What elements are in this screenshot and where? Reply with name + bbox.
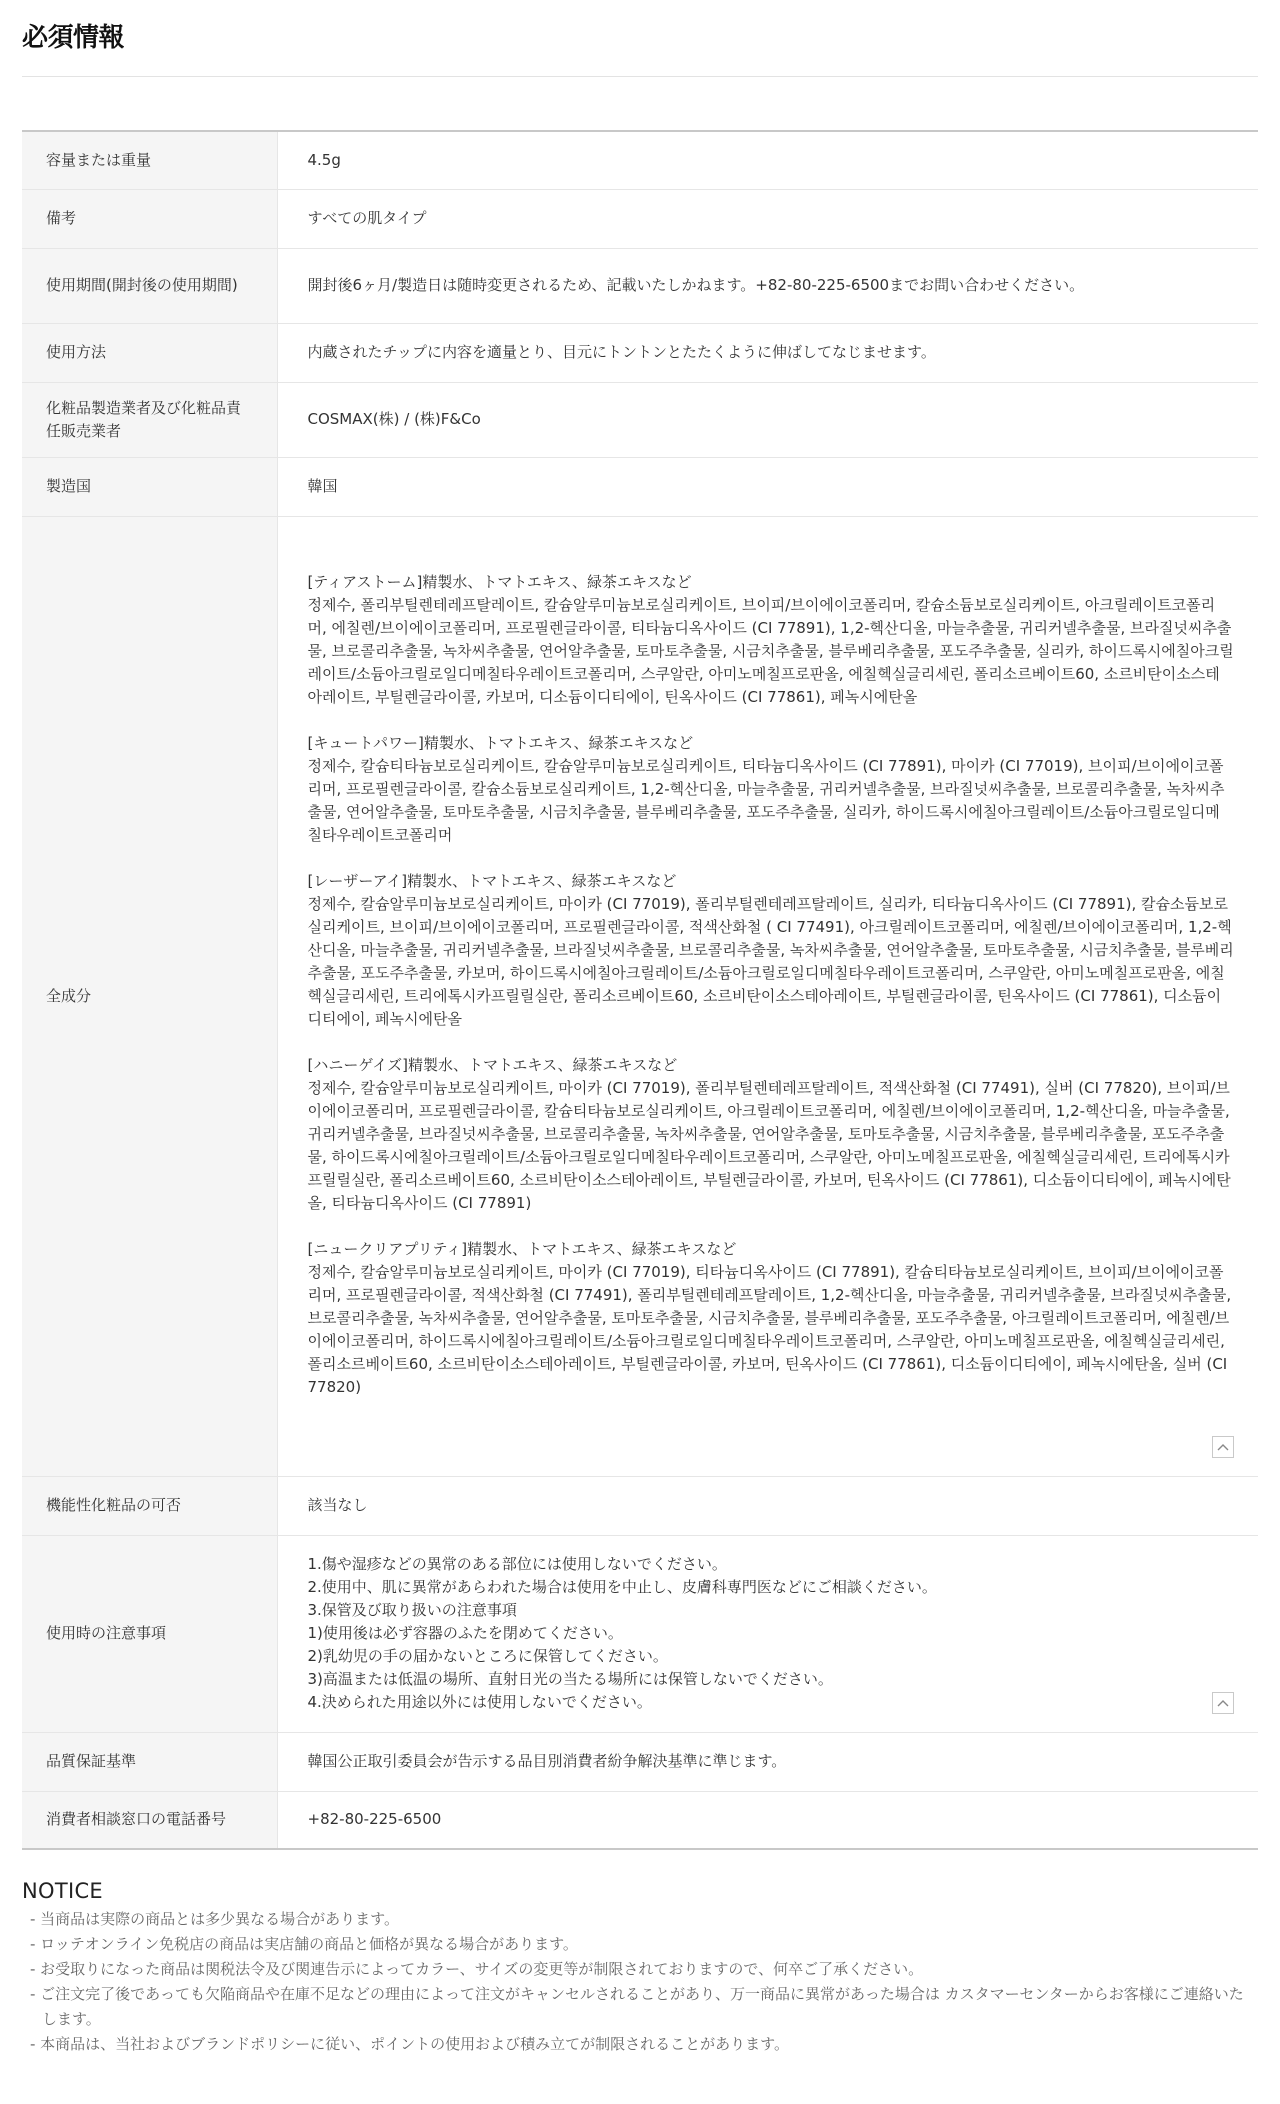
ingredient-list: 정제수, 칼슘알루미늄보로실리케이트, 마이카 (CI 77019), 티타늄디옥사이드 (CI 77891), 칼슘티타늄보로실리케이트, 브이피/브이에이코폴리머, 프로필렌글라이콜, 적색산화철 (CI 77491), 폴리부틸렌테레프탈레이트, 1,2-헥산디올, 마늘추출물, 귀리커넬추출물, 브라질넛씨추출물, 브로콜리추출물, 녹차씨추출물, 연어알추출물, 토마토추출물, 시금치추출물, 블루베리추출물, 포도주추출물, 아크릴레이트코폴리머, 에칠렌/브이에이코폴리머, 하이드록시에칠아크릴레이트/소듐아크릴로일디메칠타우레이트코폴리머, 스쿠알란, 아미노메칠프로판올, 에칠헥실글리세린, 폴리소르베이트60, 소르비탄이소스테아레이트, 부틸렌글라이콜, 카보머, 틴옥사이드 (CI 77861), 디소듐이디티에이, 페녹시에탄올, 실버 (CI 77820)	[307, 1262, 1232, 1396]
caution-cell	[277, 1535, 1258, 1732]
info-value: 該当なし	[277, 1476, 1258, 1535]
notice-title: NOTICE	[22, 1879, 103, 1903]
info-label: 機能性化粧品の可否	[22, 1476, 277, 1535]
info-value: すべての肌タイプ	[277, 189, 1258, 248]
section-header	[22, 0, 1258, 77]
notice-item: - ご注文完了後であっても欠陥商品や在庫不足などの理由によって注文がキャンセルされることがあり、万一商品に異常があった場合は カスタマーセンターからお客様にご連絡いたします。	[30, 1985, 1244, 2028]
info-row-note	[22, 189, 1258, 248]
info-value: 内蔵されたチップに内容を適量とり、目元にトントンとたたくように伸ばしてなじませます。	[277, 323, 1258, 382]
info-value: 4.5g	[277, 131, 1258, 189]
notice-item: - ロッテオンライン免税店の商品は実店舗の商品と価格が異なる場合があります。	[30, 1935, 578, 1953]
info-value: 開封後6ヶ月/製造日は随時変更されるため、記載いたしかねます。+82-80-225-6500までお問い合わせください。	[277, 248, 1258, 323]
ingredient-block	[308, 571, 1235, 709]
info-label: 使用期間(開封後の使用期間)	[22, 248, 277, 323]
info-value: COSMAX(株) / (株)F&Co	[277, 382, 1258, 457]
info-row-country	[22, 457, 1258, 516]
info-label: 消費者相談窓口の電話番号	[22, 1791, 277, 1849]
info-label: 備考	[22, 189, 277, 248]
ingredient-list: 정제수, 칼슘티타늄보로실리케이트, 칼슘알루미늄보로실리케이트, 티타늄디옥사이드 (CI 77891), 마이카 (CI 77019), 브이피/브이에이코폴리머, 프로필렌글라이콜, 칼슘소듐보로실리케이트, 1,2-헥산디올, 마늘추출물, 귀리커넬추출물, 브라질넛씨추출물, 브로콜리추출물, 녹차씨추출물, 연어알추출물, 토마토추출물, 시금치추출물, 블루베리추출물, 포도주추출물, 실리카, 하이드록시에칠아크릴레이트/소듐아크릴로일디메칠타우레이트코폴리머	[307, 756, 1225, 844]
info-value: 韓国公正取引委員会が告示する品目別消費者紛争解決基準に準じます。	[277, 1732, 1258, 1791]
info-label: 品質保証基準	[22, 1732, 277, 1791]
chevron-up-icon	[1217, 1699, 1229, 1707]
info-row-functional	[22, 1476, 1258, 1535]
ingredient-shade-title: [キュートパワー]精製水、トマトエキス、緑茶エキスなど	[307, 733, 694, 752]
notice-item: - 当商品は実際の商品とは多少異なる場合があります。	[30, 1910, 399, 1928]
ingredient-shade-title: [ハニーゲイズ]精製水、トマトエキス、緑茶エキスなど	[307, 1055, 678, 1074]
collapse-ingredients-button[interactable]	[1212, 1436, 1234, 1458]
caution-line: 2)乳幼児の手の届かないところに保管してください。	[307, 1647, 668, 1665]
ingredient-list: 정제수, 칼슘알루미늄보로실리케이트, 마이카 (CI 77019), 폴리부틸렌테레프탈레이트, 적색산화철 (CI 77491), 실버 (CI 77820), 브이피/브이에이코폴리머, 프로필렌글라이콜, 칼슘티타늄보로실리케이트, 아크릴레이트코폴리머, 에칠렌/브이에이코폴리머, 1,2-헥산디올, 마늘추출물, 귀리커넬추출물, 브라질넛씨추출물, 브로콜리추출물, 녹차씨추출물, 연어알추출물, 토마토추출물, 시금치추출물, 블루베리추출물, 포도주추출물, 하이드록시에칠아크릴레이트/소듐아크릴로일디메칠타우레이트코폴리머, 스쿠알란, 아미노메칠프로판올, 에칠헥실글리세린, 트리에톡시카프릴릴실란, 폴리소르베이트60, 소르비탄이소스테아레이트, 부틸렌글라이콜, 카보머, 틴옥사이드 (CI 77861), 디소듐이디티에이, 페녹시에탄올, 티타늄디옥사이드 (CI 77891)	[307, 1078, 1231, 1212]
info-label: 使用方法	[22, 323, 277, 382]
info-label: 容量または重量	[22, 131, 277, 189]
ingredient-list: 정제수, 폴리부틸렌테레프탈레이트, 칼슘알루미늄보로실리케이트, 브이피/브이에이코폴리머, 칼슘소듐보로실리케이트, 아크릴레이트코폴리머, 에칠렌/브이에이코폴리머, 프로필렌글라이콜, 티타늄디옥사이드 (CI 77891), 1,2-헥산디올, 마늘추출물, 귀리커넬추출물, 브라질넛씨추출물, 브로콜리추출물, 녹차씨추출물, 연어알추출물, 토마토추출물, 시금치추출물, 블루베리추출물, 포도주추출물, 실리카, 하이드록시에칠아크릴레이트/소듐아크릴로일디메칠타우레이트코폴리머, 스쿠알란, 아미노메칠프로판올, 에칠헥실글리세린, 폴리소르베이트60, 소르비탄이소스테아레이트, 부틸렌글라이콜, 카보머, 디소듐이디티에이, 틴옥사이드 (CI 77861), 페녹시에탄올	[307, 595, 1234, 706]
info-value: 韓国	[277, 457, 1258, 516]
notice-item: - お受取りになった商品は関税法令及び関連告示によってカラー、サイズの変更等が制限されておりますので、何卒ご了承ください。	[30, 1960, 924, 1978]
ingredient-block	[308, 1054, 1235, 1215]
ingredient-list: 정제수, 칼슘알루미늄보로실리케이트, 마이카 (CI 77019), 폴리부틸렌테레프탈레이트, 실리카, 티타늄디옥사이드 (CI 77891), 칼슘소듐보로실리케이트, 브이피/브이에이코폴리머, 프로필렌글라이콜, 적색산화철 ( CI 77491), 아크릴레이트코폴리머, 에칠렌/브이에이코폴리머, 1,2-헥산디올, 마늘추출물, 귀리커넬추출물, 브라질넛씨추출물, 브로콜리추출물, 녹차씨추출물, 연어알추출물, 토마토추출물, 시금치추출물, 블루베리추출물, 포도주추출물, 카보머, 하이드록시에칠아크릴레이트/소듐아크릴로일디메칠타우레이트코폴리머, 스쿠알란, 아미노메칠프로판올, 에칠헥실글리세린, 트리에톡시카프릴릴실란, 폴리소르베이트60, 소르비탄이소스테아레이트, 부틸렌글라이콜, 틴옥사이드 (CI 77861), 디소듐이디티에이, 페녹시에탄올	[307, 894, 1234, 1028]
info-row-quality	[22, 1732, 1258, 1791]
ingredient-shade-title: [レーザーアイ]精製水、トマトエキス、緑茶エキスなど	[307, 871, 677, 890]
caution-line: 1.傷や湿疹などの異常のある部位には使用しないでください。	[307, 1555, 727, 1573]
info-row-caution	[22, 1535, 1258, 1732]
ingredient-shade-title: [ティアストーム]精製水、トマトエキス、緑茶エキスなど	[307, 572, 692, 591]
info-label: 化粧品製造業者及び化粧品責任販売業者	[22, 382, 277, 457]
info-label: 使用時の注意事項	[22, 1535, 277, 1732]
ingredient-block	[308, 732, 1235, 847]
info-row-usage-period	[22, 248, 1258, 323]
info-value: +82-80-225-6500	[307, 1810, 442, 1829]
caution-line: 3)高温または低温の場所、直射日光の当たる場所には保管しないでください。	[307, 1670, 833, 1688]
ingredient-shade-title: [ニュークリアプリティ]精製水、トマトエキス、緑茶エキスなど	[307, 1239, 737, 1258]
collapse-caution-button[interactable]	[1212, 1692, 1234, 1714]
info-label: 全成分	[22, 516, 277, 1476]
info-label: 製造国	[22, 457, 277, 516]
ingredient-block	[308, 1238, 1235, 1399]
notice-item: - 本商品は、当社およびブランドポリシーに従い、ポイントの使用および積み立てが制限されることがあります。	[30, 2035, 789, 2053]
info-row-usage-method	[22, 323, 1258, 382]
caution-line: 4.決められた用途以外には使用しないでください。	[307, 1693, 652, 1711]
chevron-up-icon	[1217, 1443, 1229, 1451]
section-title: 必須情報	[22, 23, 125, 53]
info-row-manufacturer	[22, 382, 1258, 457]
notice-list	[22, 1907, 1258, 2057]
caution-line: 3.保管及び取り扱いの注意事項	[307, 1601, 517, 1619]
required-info-table	[22, 130, 1258, 1850]
info-row-capacity	[22, 131, 1258, 189]
info-row-phone	[22, 1791, 1258, 1849]
caution-line: 2.使用中、肌に異常があらわれた場合は使用を中止し、皮膚科専門医などにご相談ください。	[307, 1578, 937, 1596]
ingredient-block	[308, 870, 1235, 1031]
info-row-ingredients	[22, 516, 1258, 1476]
notice-section	[22, 1878, 1258, 2057]
ingredients-cell	[277, 516, 1258, 1476]
caution-line: 1)使用後は必ず容器のふたを閉めてください。	[307, 1624, 623, 1642]
